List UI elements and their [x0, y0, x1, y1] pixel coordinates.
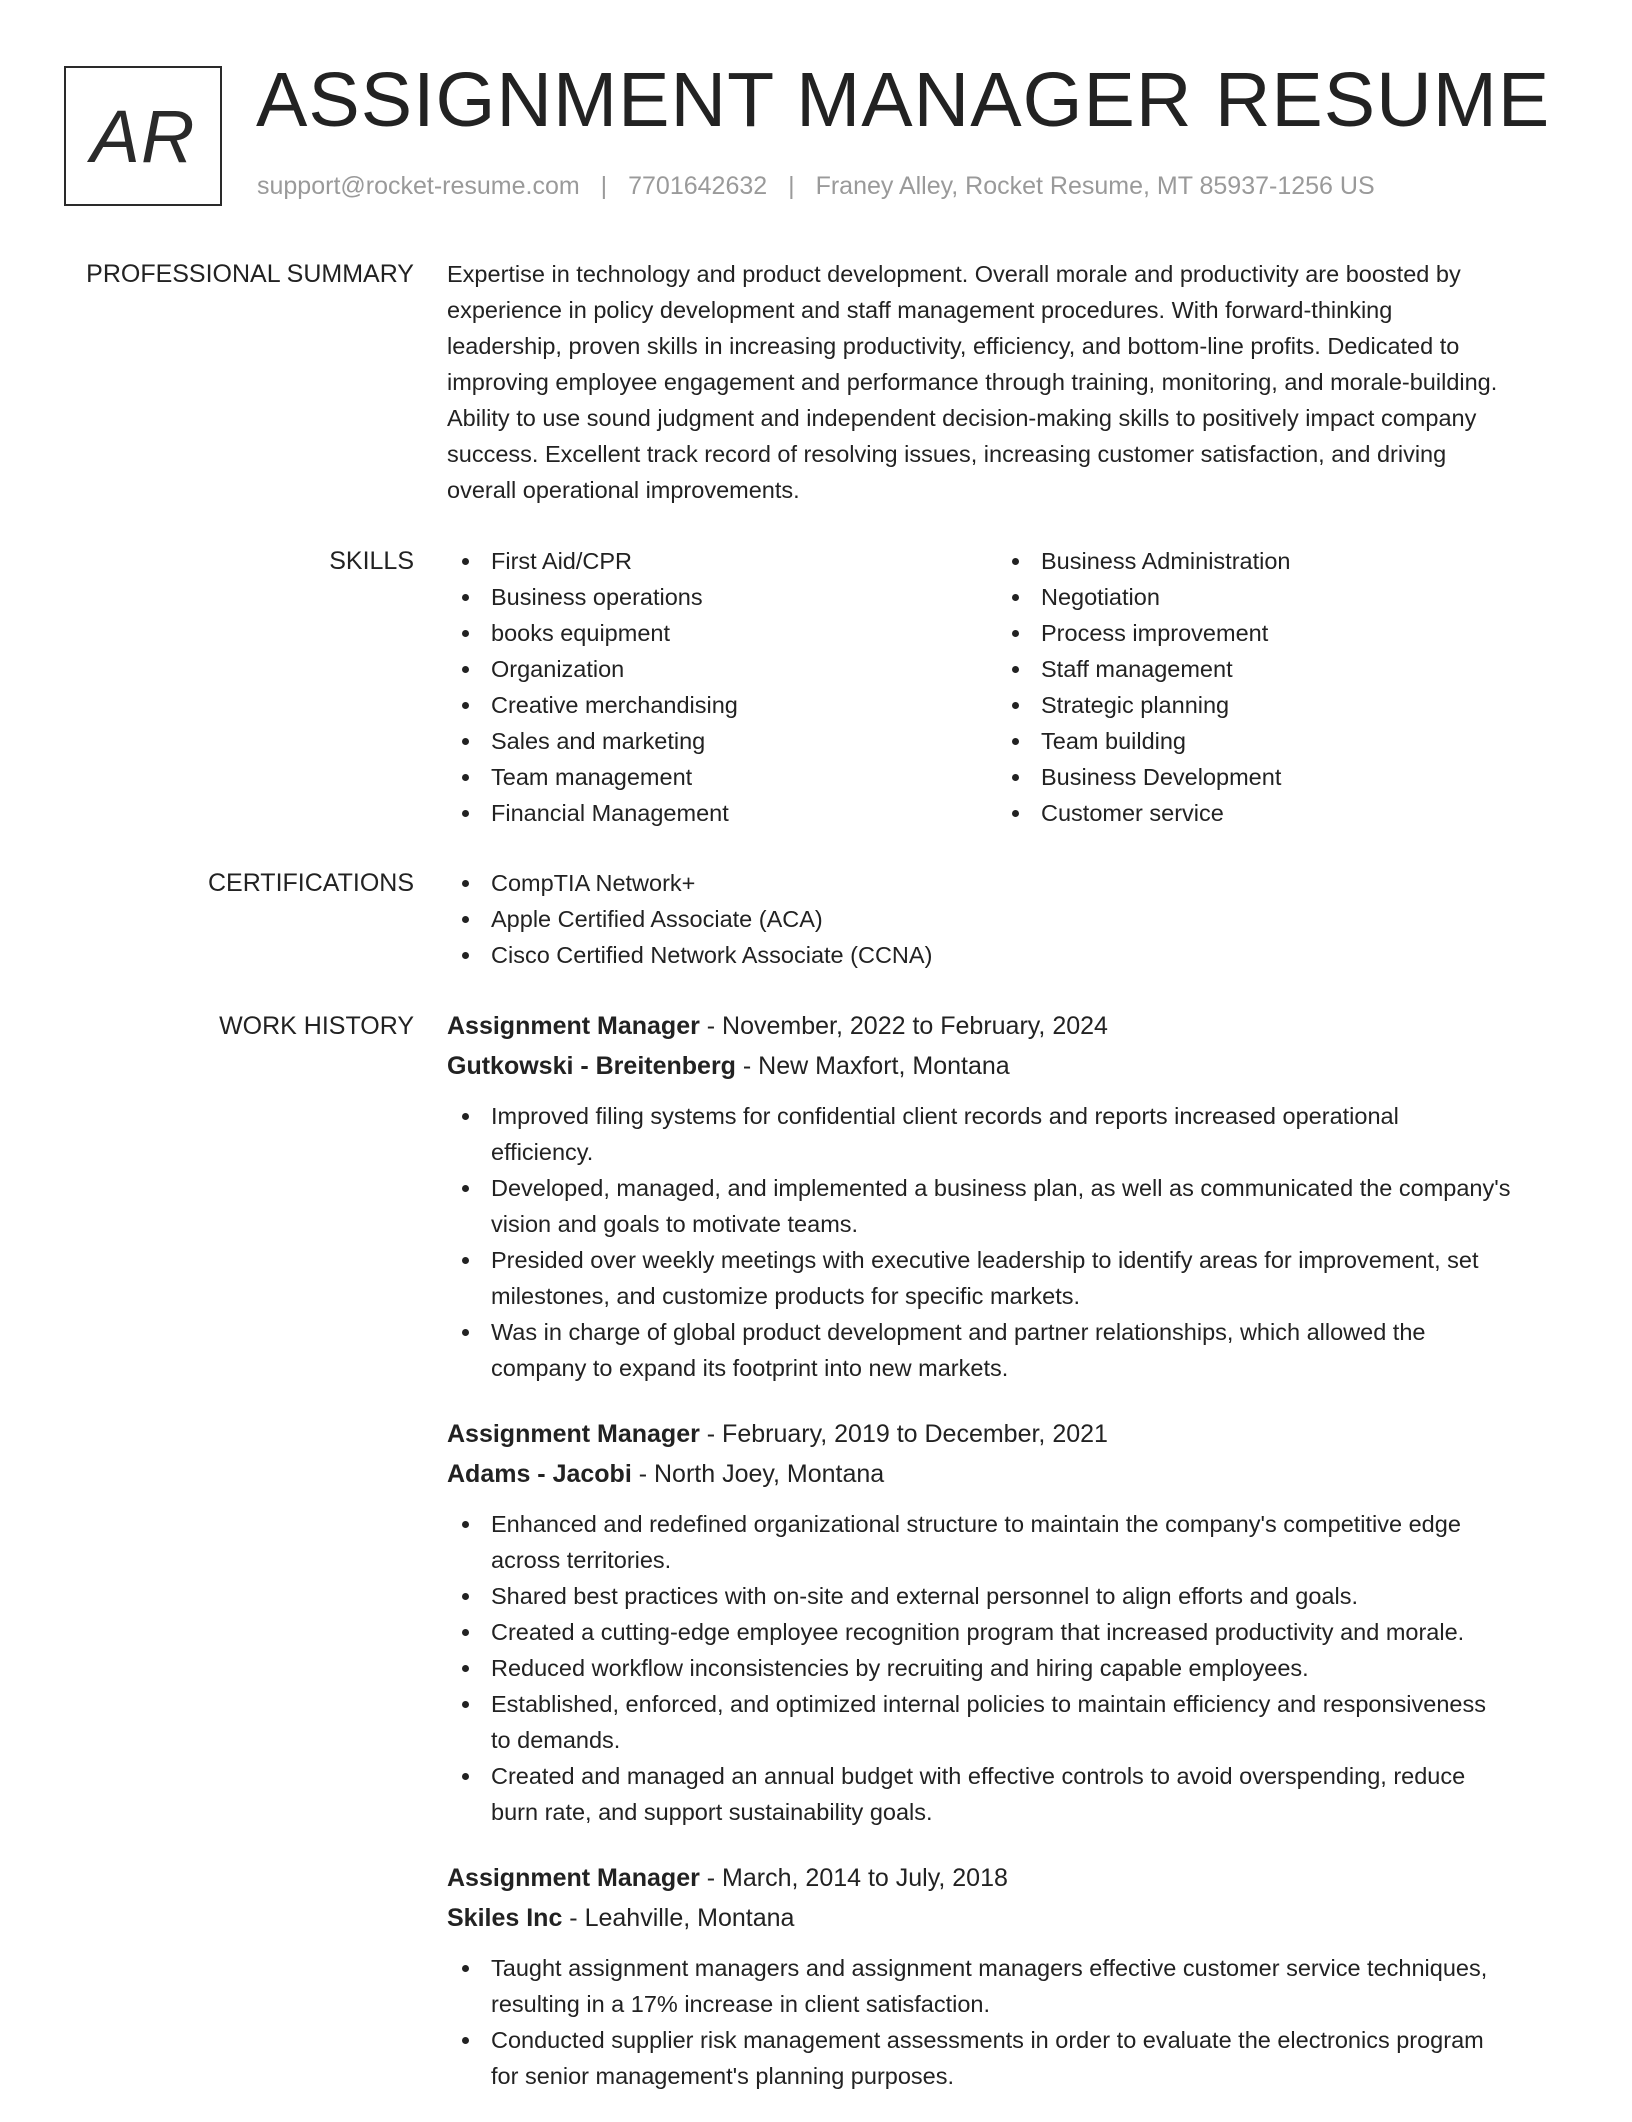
work-history-heading: WORK HISTORY: [219, 1012, 414, 1040]
summary-line: Expertise in technology and product development. Overall morale and productivity are boosted by: [447, 261, 1461, 287]
duty-line: resulting in a 17% increase in client satisfaction.: [491, 1991, 990, 2017]
job-duty: [447, 1506, 1567, 1578]
duty-line: Was in charge of global product development and partner relationships, which allowed the: [491, 1319, 1426, 1345]
job-duty: [447, 1314, 1567, 1386]
job-company-line: [447, 1046, 1567, 1086]
duty-line: Conducted supplier risk management assessments in order to evaluate the electronics program: [491, 2027, 1484, 2053]
duty-line: for senior management's planning purposes.: [491, 2063, 955, 2089]
skill-item: Business operations: [447, 579, 997, 615]
summary-line: overall operational improvements.: [447, 477, 800, 503]
contact-address: Franey Alley, Rocket Resume, MT 85937-1256 US: [815, 172, 1375, 200]
job-duty: [447, 1950, 1567, 2022]
job-title-line: [447, 1858, 1567, 1898]
job-dates: - March, 2014 to July, 2018: [699, 1864, 1008, 1892]
job-entry: [447, 1414, 1567, 1830]
job-duty: [447, 1650, 1567, 1686]
summary-line: experience in policy development and staff management procedures. With forward-thinking: [447, 297, 1393, 323]
job-title-line: [447, 1414, 1567, 1454]
duty-line: Taught assignment managers and assignment managers effective customer service techniques,: [491, 1955, 1488, 1981]
contact-separator: |: [600, 172, 608, 200]
skill-item: First Aid/CPR: [447, 543, 997, 579]
certification-item: CompTIA Network+: [447, 865, 1567, 901]
job-duty: [447, 1758, 1567, 1830]
job-title: Assignment Manager: [447, 1864, 700, 1892]
job-duty: [447, 1686, 1567, 1758]
duty-line: Established, enforced, and optimized internal policies to maintain efficiency and responsiveness: [491, 1691, 1486, 1717]
duty-line: vision and goals to motivate teams.: [491, 1211, 859, 1237]
skills-list: [447, 543, 1567, 831]
skill-item: Financial Management: [447, 795, 997, 831]
monogram-text: AR: [90, 94, 196, 178]
duty-line: Improved filing systems for confidential client records and reports increased operational: [491, 1103, 1399, 1129]
certification-item: Apple Certified Associate (ACA): [447, 901, 1567, 937]
duty-line: across territories.: [491, 1547, 672, 1573]
job-duties: [447, 1098, 1567, 1386]
job-duty: [447, 1614, 1567, 1650]
skill-item: Customer service: [997, 795, 1547, 831]
skill-item: Team management: [447, 759, 997, 795]
job-dates: - November, 2022 to February, 2024: [699, 1012, 1108, 1040]
duty-line: Enhanced and redefined organizational structure to maintain the company's competitive edge: [491, 1511, 1461, 1537]
skill-item: Process improvement: [997, 615, 1547, 651]
job-company: Gutkowski - Breitenberg: [447, 1052, 736, 1080]
skill-item: Sales and marketing: [447, 723, 997, 759]
duty-line: Shared best practices with on-site and external personnel to align efforts and goals.: [491, 1583, 1358, 1609]
skill-item: Strategic planning: [997, 687, 1547, 723]
job-company: Skiles Inc: [447, 1904, 563, 1932]
duty-line: Developed, managed, and implemented a business plan, as well as communicated the company's: [491, 1175, 1511, 1201]
contact-separator: |: [788, 172, 795, 200]
job-duty: [447, 2022, 1567, 2094]
summary-line: Ability to use sound judgment and independent decision-making skills to positively impact company: [447, 405, 1477, 431]
job-title: Assignment Manager: [447, 1420, 700, 1448]
job-entry: [447, 1858, 1567, 2094]
job-duties: [447, 1950, 1567, 2094]
job-company-line: [447, 1454, 1567, 1494]
job-location: - New Maxfort, Montana: [735, 1052, 1010, 1080]
duty-line: burn rate, and support sustainability goals.: [491, 1799, 933, 1825]
skills-heading: SKILLS: [329, 547, 414, 575]
job-duty: [447, 1170, 1567, 1242]
duty-line: company to expand its footprint into new markets.: [491, 1355, 1009, 1381]
certifications-list: [447, 865, 1567, 973]
job-dates: - February, 2019 to December, 2021: [699, 1420, 1108, 1448]
monogram-logo: [64, 66, 222, 206]
duty-line: Created a cutting-edge employee recognition program that increased productivity and morale.: [491, 1619, 1465, 1645]
summary-body: [447, 256, 1567, 508]
certifications-body: [447, 865, 1567, 973]
skills-column-right: [997, 543, 1547, 831]
job-duty: [447, 1242, 1567, 1314]
duty-line: Presided over weekly meetings with executive leadership to identify areas for improvement, set: [491, 1247, 1479, 1273]
summary-line: improving employee engagement and performance through training, monitoring, and morale-building.: [447, 369, 1498, 395]
job-company-line: [447, 1898, 1567, 1938]
skill-item: Business Development: [997, 759, 1547, 795]
job-title: Assignment Manager: [447, 1012, 700, 1040]
skill-item: Creative merchandising: [447, 687, 997, 723]
duty-line: Reduced workflow inconsistencies by recruiting and hiring capable employees.: [491, 1655, 1309, 1681]
certification-item: Cisco Certified Network Associate (CCNA): [447, 937, 1567, 973]
skill-item: Team building: [997, 723, 1547, 759]
job-company: Adams - Jacobi: [447, 1460, 632, 1488]
summary-line: success. Excellent track record of resolving issues, increasing customer satisfaction, and driving: [447, 441, 1447, 467]
skill-item: Negotiation: [997, 579, 1547, 615]
skill-item: Business Administration: [997, 543, 1547, 579]
contact-line: [257, 172, 1375, 201]
duty-line: efficiency.: [491, 1139, 594, 1165]
certifications-heading: CERTIFICATIONS: [207, 869, 414, 897]
summary-line: leadership, proven skills in increasing productivity, efficiency, and bottom-line profits. Dedicated to: [447, 333, 1460, 359]
skill-item: Organization: [447, 651, 997, 687]
duty-line: Created and managed an annual budget with effective controls to avoid overspending, reduce: [491, 1763, 1466, 1789]
skill-item: Staff management: [997, 651, 1547, 687]
skill-item: books equipment: [447, 615, 997, 651]
page-title: ASSIGNMENT MANAGER RESUME: [256, 57, 1551, 143]
job-duty: [447, 1578, 1567, 1614]
job-location: - Leahville, Montana: [562, 1904, 795, 1932]
contact-phone: 7701642632: [628, 172, 768, 200]
job-duties: [447, 1506, 1567, 1830]
job-title-line: [447, 1006, 1567, 1046]
contact-email: support@rocket-resume.com: [257, 172, 580, 200]
job-location: - North Joey, Montana: [631, 1460, 885, 1488]
skills-column-left: [447, 543, 997, 831]
job-entry: [447, 1006, 1567, 1386]
duty-line: to demands.: [491, 1727, 621, 1753]
summary-heading: PROFESSIONAL SUMMARY: [86, 260, 414, 288]
job-duty: [447, 1098, 1567, 1170]
duty-line: milestones, and customize products for specific markets.: [491, 1283, 1081, 1309]
work-history-body: [447, 1006, 1567, 2122]
